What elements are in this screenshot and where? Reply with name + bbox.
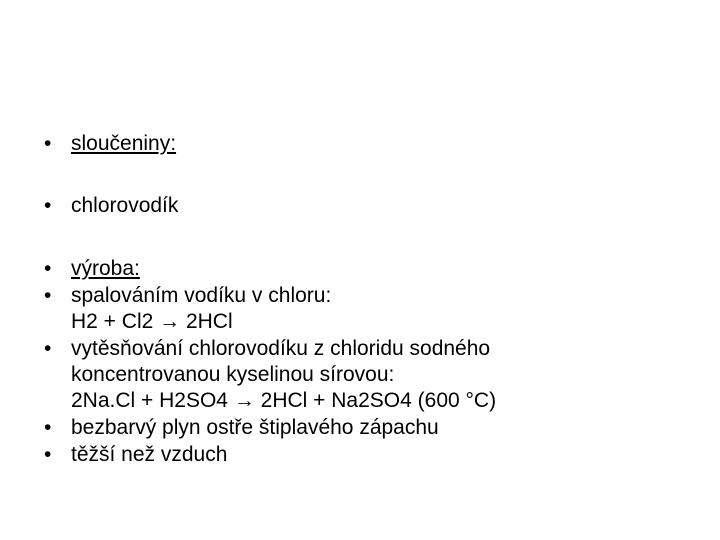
equation-displacement: 2Na.Cl + H2SO4 → 2HCl + Na2SO4 (600 °C) [71, 389, 497, 412]
bullet-icon: • [44, 132, 52, 155]
bullet-icon: • [44, 257, 52, 280]
heading-compounds: sloučeniny: [71, 132, 177, 155]
text-combustion: spalováním vodíku v chloru: [71, 284, 332, 307]
text-properties: bezbarvý plyn ostře štiplavého zápachu [71, 416, 439, 439]
bullet-item-compounds-heading [44, 131, 176, 157]
heading-production: výroba: [71, 257, 140, 280]
text-displacement-line2: koncentrovanou kyselinou sírovou: [71, 363, 395, 386]
section-production [44, 256, 496, 469]
bullet-item-properties [44, 415, 496, 441]
text-displacement-line1: vytěsňování chlorovodíku z chloridu sodného [71, 337, 491, 360]
bullet-icon: • [44, 443, 52, 466]
bullet-item-hydrogen-chloride [44, 193, 178, 219]
bullet-icon: • [44, 337, 52, 360]
text-hydrogen-chloride: chlorovodík [71, 194, 179, 217]
bullet-icon: • [44, 284, 52, 307]
bullet-icon: • [44, 416, 52, 439]
bullet-item-combustion [44, 283, 496, 335]
text-density: těžší než vzduch [71, 443, 228, 466]
section-compounds [44, 131, 176, 157]
bullet-item-production-heading [44, 256, 496, 282]
bullet-icon: • [44, 194, 52, 217]
section-hydrogen-chloride [44, 193, 178, 219]
bullet-item-displacement [44, 336, 496, 414]
bullet-item-density [44, 442, 496, 468]
equation-combustion: H2 + Cl2 → 2HCl [71, 310, 233, 333]
